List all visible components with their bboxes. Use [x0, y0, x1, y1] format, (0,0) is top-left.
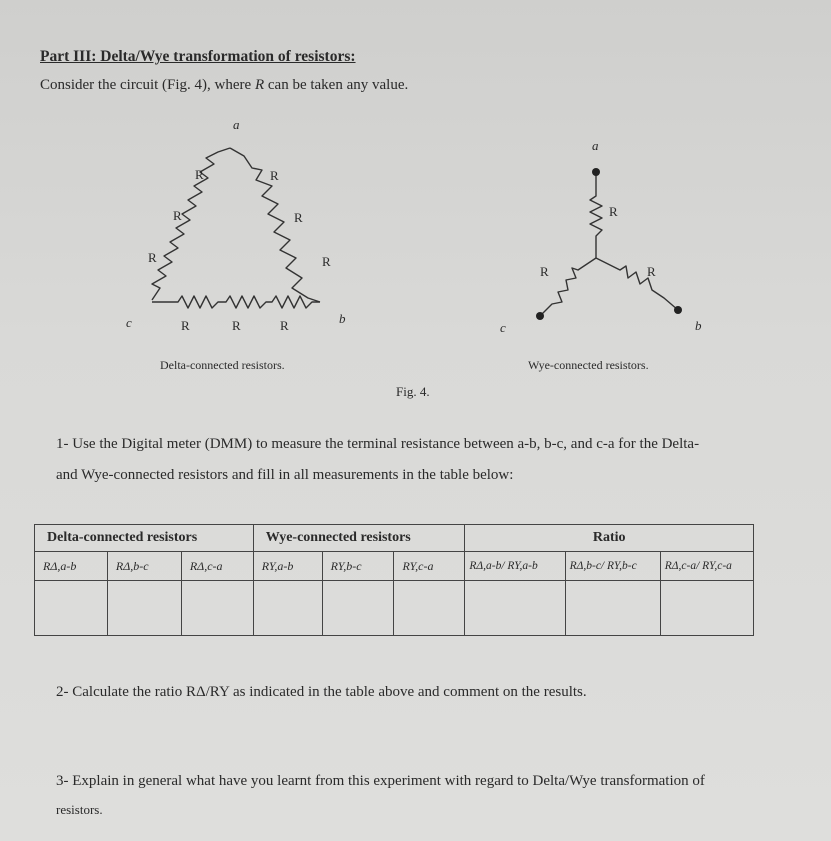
wye-node-b: b — [695, 318, 702, 333]
delta-label-r4: R — [270, 168, 279, 183]
delta-node-c: c — [126, 315, 132, 330]
intro-text: Consider the circuit (Fig. 4), where R can be taken any value. — [40, 77, 409, 93]
delta-label-r6: R — [322, 254, 331, 269]
delta-node-b: b — [339, 311, 346, 326]
header-delta: Delta-connected resistors — [35, 525, 254, 552]
header-ratio: Ratio — [465, 525, 754, 552]
delta-label-r5: R — [294, 210, 303, 225]
question-3-line-1: 3- Explain in general what have you learnt from this experiment with regard to Delta/Wye transformation of — [56, 773, 705, 789]
table-cell[interactable] — [35, 581, 108, 636]
wye-label-rc: R — [540, 264, 549, 279]
wye-label-ra: R — [609, 204, 618, 219]
delta-caption: Delta-connected resistors. — [160, 358, 285, 372]
col-label: RΔ,b-c — [107, 552, 181, 581]
table-cell[interactable] — [660, 581, 753, 636]
table-cell[interactable] — [107, 581, 181, 636]
delta-node-a: a — [233, 117, 240, 132]
col-label: RY,b-c — [322, 552, 394, 581]
question-1-line-1: 1- Use the Digital meter (DMM) to measure the terminal resistance between a-b, b-c, and c-a for the Delta- — [56, 436, 700, 452]
col-label: RΔ,b-c/ RY,b-c — [565, 552, 660, 581]
table-cell[interactable] — [465, 581, 565, 636]
delta-label-r8: R — [232, 318, 241, 333]
delta-resistor-ca — [152, 148, 230, 300]
question-2: 2- Calculate the ratio RΔ/RY as indicated in the table above and comment on the results. — [56, 684, 587, 700]
delta-resistor-bc — [152, 296, 320, 308]
question-1-line-2: and Wye-connected resistors and fill in all measurements in the table below: — [56, 467, 514, 483]
table-entry-row — [35, 581, 754, 636]
wye-node-a: a — [592, 138, 599, 153]
measurement-table — [34, 524, 754, 636]
delta-label-r9: R — [280, 318, 289, 333]
table-label-row — [35, 552, 754, 581]
wye-node-c: c — [500, 320, 506, 335]
delta-label-r3: R — [148, 250, 157, 265]
table-cell[interactable] — [253, 581, 322, 636]
section-heading: Part III: Delta/Wye transformation of resistors: — [40, 48, 356, 65]
col-label: RY,a-b — [253, 552, 322, 581]
col-label: RY,c-a — [394, 552, 465, 581]
wye-resistor-a — [590, 172, 602, 258]
col-label: RΔ,c-a/ RY,c-a — [660, 552, 753, 581]
table-cell[interactable] — [565, 581, 660, 636]
header-wye: Wye-connected resistors — [253, 525, 465, 552]
wye-terminal-b — [674, 306, 682, 314]
wye-label-rb: R — [647, 264, 656, 279]
table-cell[interactable] — [322, 581, 394, 636]
delta-label-r1: R — [195, 167, 204, 182]
col-label: RΔ,a-b — [35, 552, 108, 581]
wye-terminal-a — [592, 168, 600, 176]
wye-resistor-b — [596, 258, 678, 310]
table-cell[interactable] — [181, 581, 253, 636]
delta-label-r7: R — [181, 318, 190, 333]
question-3-line-2: resistors. — [56, 802, 103, 817]
col-label: RΔ,c-a — [181, 552, 253, 581]
figure-label: Fig. 4. — [396, 384, 430, 399]
wye-caption: Wye-connected resistors. — [528, 358, 649, 372]
table-cell[interactable] — [394, 581, 465, 636]
wye-terminal-c — [536, 312, 544, 320]
delta-label-r2: R — [173, 208, 182, 223]
col-label: RΔ,a-b/ RY,a-b — [465, 552, 565, 581]
table-header-row — [35, 525, 754, 552]
circuit-figure — [0, 0, 831, 420]
